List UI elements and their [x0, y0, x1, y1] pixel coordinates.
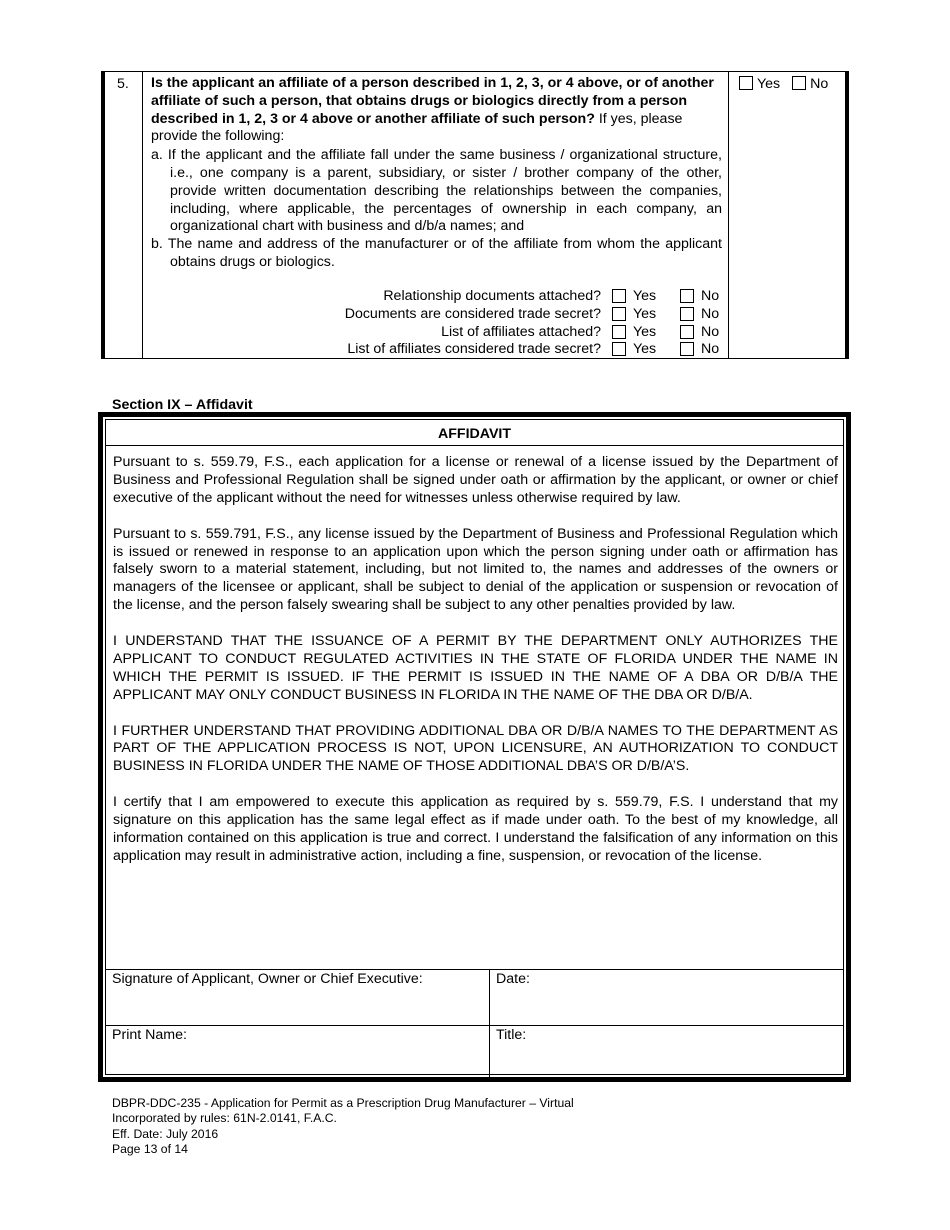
- relationship-docs-no-checkbox[interactable]: [680, 289, 694, 303]
- sub-question-label: Documents are considered trade secret?: [344, 305, 601, 322]
- section-dash: –: [184, 397, 193, 413]
- form-title: DBPR-DDC-235 - Application for Permit as a Prescription Drug Manufacturer – Virtual: [112, 1096, 574, 1110]
- question-5-answer: [739, 76, 840, 92]
- affidavit-paragraph: I FURTHER UNDERSTAND THAT PROVIDING ADDITIONAL DBA OR D/B/A NAMES TO THE DEPARTMENT AS PART OF THE APPLICATION PROCESS IS NOT, UPON LICENSURE, AN AUTHORIZATION TO CONDUCT BUSINESS IN FLORIDA UNDER THE NAME OF THOSE ADDITIONAL DBA’S OR D/B/A’S.: [113, 722, 838, 775]
- sub-question-row: [151, 341, 723, 359]
- docs-trade-secret-yes-checkbox[interactable]: [612, 307, 626, 321]
- date-field[interactable]: [490, 970, 843, 1025]
- yes-label: Yes: [633, 305, 657, 322]
- no-label: No: [701, 305, 720, 322]
- title-label: Title:: [496, 1027, 527, 1043]
- question-5-no-checkbox[interactable]: [792, 76, 806, 90]
- affiliates-list-yes-checkbox[interactable]: [612, 325, 626, 339]
- no-label: No: [701, 323, 720, 340]
- title-field[interactable]: [490, 1025, 843, 1079]
- sub-question-label: Relationship documents attached?: [383, 288, 601, 304]
- yes-label: Yes: [633, 341, 657, 358]
- question-5-yes-checkbox[interactable]: [739, 76, 753, 90]
- yes-label: Yes: [633, 323, 657, 340]
- answer-cell: [728, 72, 849, 358]
- date-label: Date:: [496, 971, 530, 987]
- question-5-tail: If yes, please provide the following:: [151, 110, 683, 145]
- requirement-list: [151, 147, 722, 272]
- question-5-table: [101, 71, 849, 359]
- sub-question-row: [151, 324, 723, 342]
- section-name: Affidavit: [195, 397, 253, 413]
- signature-label: Signature of Applicant, Owner or Chief Executive:: [112, 971, 423, 987]
- affidavit-paragraph: I UNDERSTAND THAT THE ISSUANCE OF A PERMIT BY THE DEPARTMENT ONLY AUTHORIZES THE APPLICANT TO CONDUCT REGULATED ACTIVITIES IN THE STATE OF FLORIDA UNDER THE NAME IN WHICH THE PERMIT IS ISSUED. IF THE PERMIT IS ISSUED IN THE NAME OF A DBA OR D/B/A THE APPLICANT MAY ONLY CONDUCT BUSINESS IN FLORIDA IN THE NAME OF THE DBA OR D/B/A.: [113, 633, 838, 703]
- section-number: Section IX: [112, 397, 181, 413]
- affidavit-text: [113, 454, 838, 884]
- print-name-label: Print Name:: [112, 1027, 187, 1043]
- yes-label: Yes: [757, 76, 781, 92]
- affidavit-paragraph: Pursuant to s. 559.79, F.S., each application for a license or renewal of a license issued by the Department of Business and Professional Regulation shall be signed under oath or affirmation by the applicant, or owner or chief executive of the applicant without the need for witnesses unless otherwise required by law.: [113, 454, 838, 506]
- question-number-cell: [105, 72, 143, 358]
- affiliates-trade-secret-yes-checkbox[interactable]: [612, 342, 626, 356]
- sub-question-row: [151, 306, 723, 324]
- page-number: Page 13 of 14: [112, 1142, 188, 1157]
- sub-question-label: List of affiliates considered trade secret?: [347, 341, 601, 358]
- affidavit-paragraph: Pursuant to s. 559.791, F.S., any license issued by the Department of Business and Professional Regulation which is issued or renewed in response to an application upon which the person signing under oath or affirmation has falsely sworn to a material statement, including, but not limited to, the names and addresses of the owners or managers of the licensee or applicant, shall be subject to denial of the application or suspension or revocation of the license, and the person falsely swearing shall be subject to any other penalties provided by law.: [113, 525, 838, 614]
- sub-question-row: [151, 288, 723, 306]
- relationship-docs-yes-checkbox[interactable]: [612, 289, 626, 303]
- question-5-text: Is the applicant an affiliate of a person described in 1, 2, 3, or 4 above, or of another affiliate of such a person, that obtains drugs or biologics directly from a person described in 1, 2, 3 or 4 above or another affiliate of such person?: [151, 75, 714, 127]
- affiliates-list-no-checkbox[interactable]: [680, 325, 694, 339]
- effective-date: Eff. Date: July 2016: [112, 1126, 219, 1141]
- sub-questions: [151, 288, 723, 359]
- requirement-item-a: a. If the applicant and the affiliate fall under the same business / organizational structure, i.e., one company is a parent, subsidiary, or sister / brother company of the other, provide written documentation describing the relationships between the companies, including, where applicable, the percentages of ownership in each company, an organizational chart with business and d/b/a names; and: [151, 147, 722, 235]
- affidavit-paragraph: I certify that I am empowered to execute this application as required by s. 559.79, F.S. I understand that my signature on this application has the same legal effect as if made under oath. To the best of my knowledge, all information contained on this application is true and correct. I understand the falsification of any information on this application may result in administrative action, including a fine, suspension, or revocation of the license.: [113, 794, 838, 864]
- affiliates-trade-secret-no-checkbox[interactable]: [680, 342, 694, 356]
- rules-reference: Incorporated by rules: 61N-2.0141, F.A.C.: [112, 1111, 337, 1126]
- affidavit-box: [98, 412, 851, 1082]
- requirement-item-b: b. The name and address of the manufacturer or of the affiliate from whom the applicant obtains drugs or biologics.: [151, 236, 722, 270]
- section-heading: [112, 397, 253, 413]
- no-label: No: [810, 76, 829, 92]
- question-number: 5.: [117, 76, 129, 92]
- print-name-field[interactable]: [106, 1025, 490, 1079]
- signature-table: [106, 969, 843, 1079]
- question-5-body: [151, 75, 722, 272]
- signature-field[interactable]: [106, 970, 490, 1025]
- affidavit-title: AFFIDAVIT: [106, 423, 843, 446]
- page-footer: [112, 1096, 574, 1158]
- affidavit-inner: [105, 419, 844, 1075]
- docs-trade-secret-no-checkbox[interactable]: [680, 307, 694, 321]
- no-label: No: [701, 341, 720, 358]
- no-label: No: [701, 288, 720, 304]
- yes-label: Yes: [633, 288, 657, 304]
- sub-question-label: List of affiliates attached?: [441, 323, 601, 340]
